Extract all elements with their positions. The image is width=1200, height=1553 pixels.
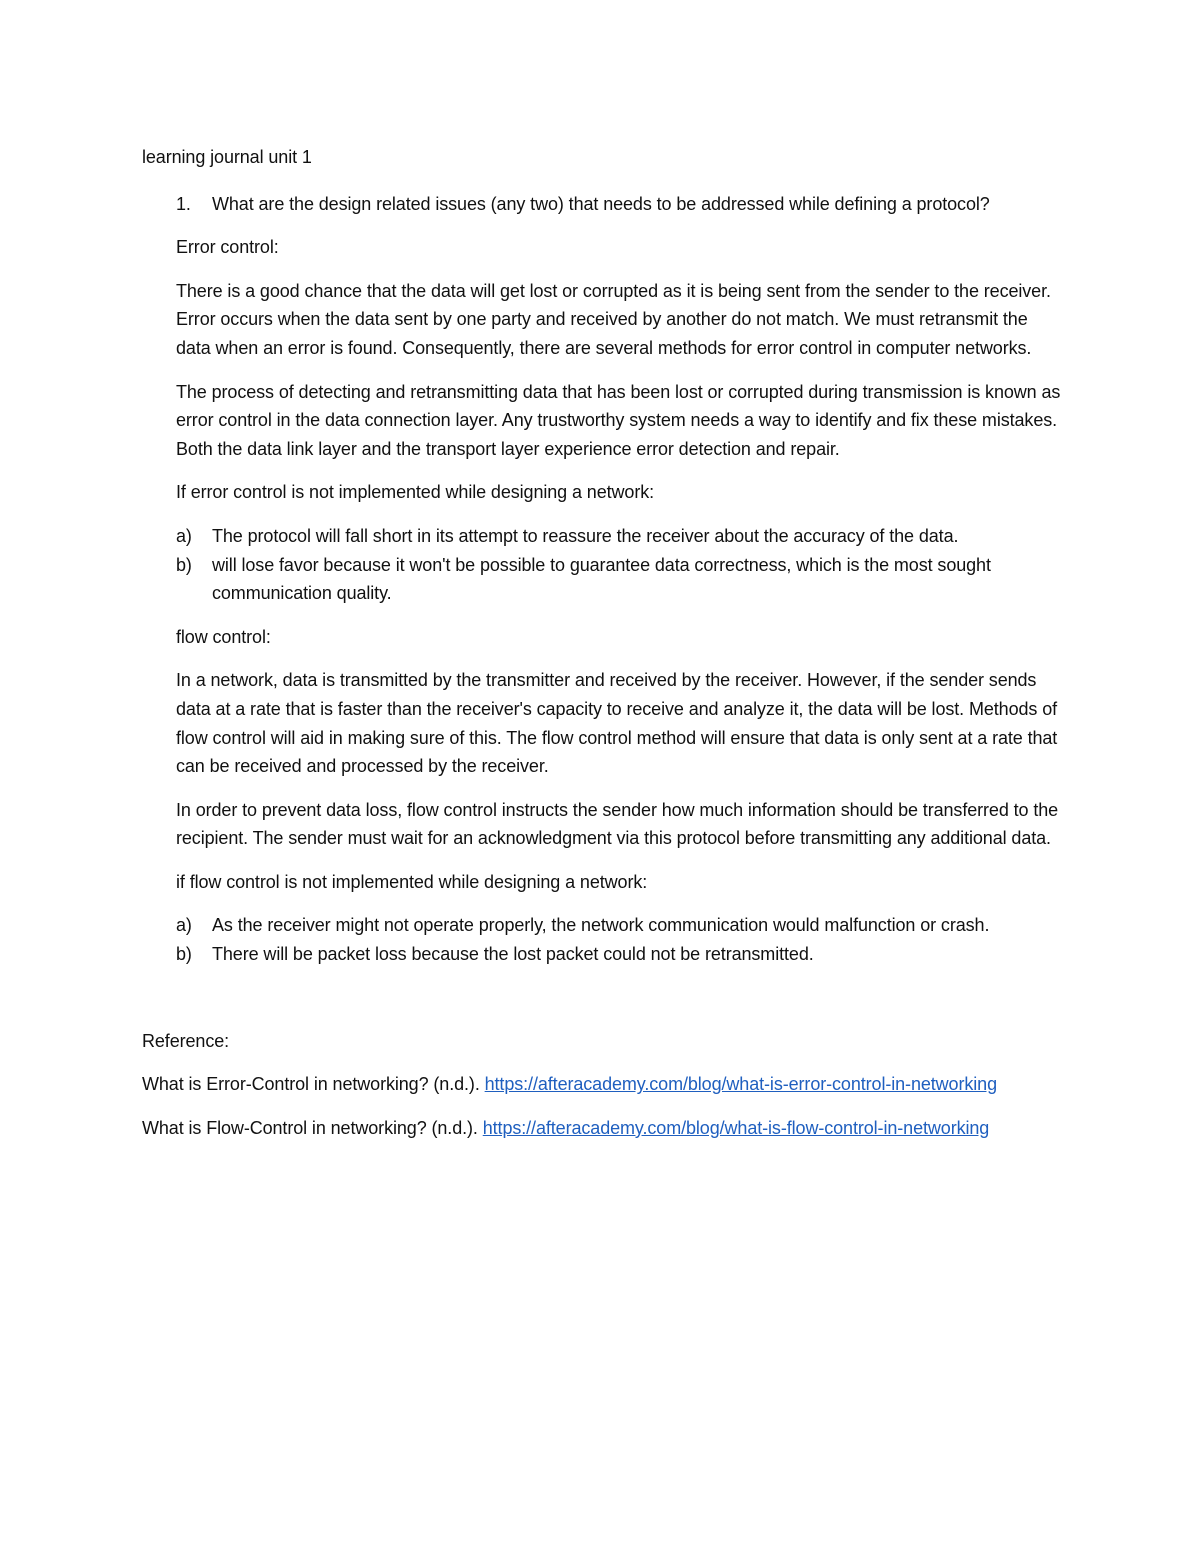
question-number: 1. xyxy=(176,193,191,214)
flow-control-heading: flow control: xyxy=(176,626,271,647)
reference-citation: What is Error-Control in networking? (n.d.). xyxy=(142,1074,485,1095)
flow-control-paragraph-2: In order to prevent data loss, flow control instructs the sender how much information should be transferred to the recipient. The sender must wait for an acknowledgment via this protocol before transmitting any additional data. xyxy=(176,799,1059,849)
list-item-text: As the receiver might not operate properly, the network communication would malfunction or crash. xyxy=(212,915,990,936)
document-body xyxy=(142,143,1062,1157)
reference-link-flow-control[interactable]: https://afteracademy.com/blog/what-is-flow-control-in-networking xyxy=(482,1117,990,1138)
question-item xyxy=(142,190,1062,219)
error-control-lead: If error control is not implemented while designing a network: xyxy=(176,482,655,503)
reference-link-error-control[interactable]: https://afteracademy.com/blog/what-is-error-control-in-networking xyxy=(484,1074,997,1095)
error-control-heading: Error control: xyxy=(176,237,279,258)
flow-control-lead: if flow control is not implemented while designing a network: xyxy=(176,871,648,892)
list-item-text: will lose favor because it won't be possible to guarantee data correctness, which is the most sought communication quality. xyxy=(212,554,991,604)
document-title: learning journal unit 1 xyxy=(142,147,312,167)
reference-spacer xyxy=(142,984,1062,1027)
list-item-text: There will be packet loss because the lost packet could not be retransmitted. xyxy=(212,944,814,965)
error-control-consequence-list xyxy=(176,522,1062,608)
list-item xyxy=(176,522,1062,551)
list-item xyxy=(176,551,1062,608)
flow-control-paragraph-1: In a network, data is transmitted by the transmitter and received by the receiver. However, if the sender sends data at a rate that is faster than the receiver's capacity to receive and analyze it, the data will be lost. Methods of flow control will aid in making sure of this. The flow control method will ensure that data is only sent at a rate that can be received and processed by the receiver. xyxy=(176,670,1058,777)
reference-entry-flow-control xyxy=(142,1114,1062,1143)
reference-entry-error-control xyxy=(142,1070,1062,1099)
error-control-paragraph-1: There is a good chance that the data will get lost or corrupted as it is being sent from the sender to the receiver. Error occurs when the data sent by one party and received by another do not match. We must retransmit the data when an error is found. Consequently, there are several methods for error control in computer networks. xyxy=(176,280,1051,358)
flow-control-consequence-list xyxy=(176,911,1062,968)
list-marker: a) xyxy=(176,915,192,936)
reference-citation: What is Flow-Control in networking? (n.d.). xyxy=(142,1117,483,1138)
list-marker: a) xyxy=(176,525,192,546)
question-text: What are the design related issues (any two) that needs to be addressed while defining a protocol? xyxy=(212,193,990,214)
error-control-paragraph-2: The process of detecting and retransmitting data that has been lost or corrupted during transmission is known as error control in the data connection layer. Any trustworthy system needs a way to identify and fix these mistakes. Both the data link layer and the transport layer experience error detection and repair. xyxy=(176,381,1061,459)
list-marker: b) xyxy=(176,554,192,575)
reference-heading: Reference: xyxy=(142,1030,230,1051)
list-item-text: The protocol will fall short in its attempt to reassure the receiver about the accuracy of the data. xyxy=(212,525,959,546)
list-marker: b) xyxy=(176,944,192,965)
list-item xyxy=(176,940,1062,969)
list-item xyxy=(176,911,1062,940)
